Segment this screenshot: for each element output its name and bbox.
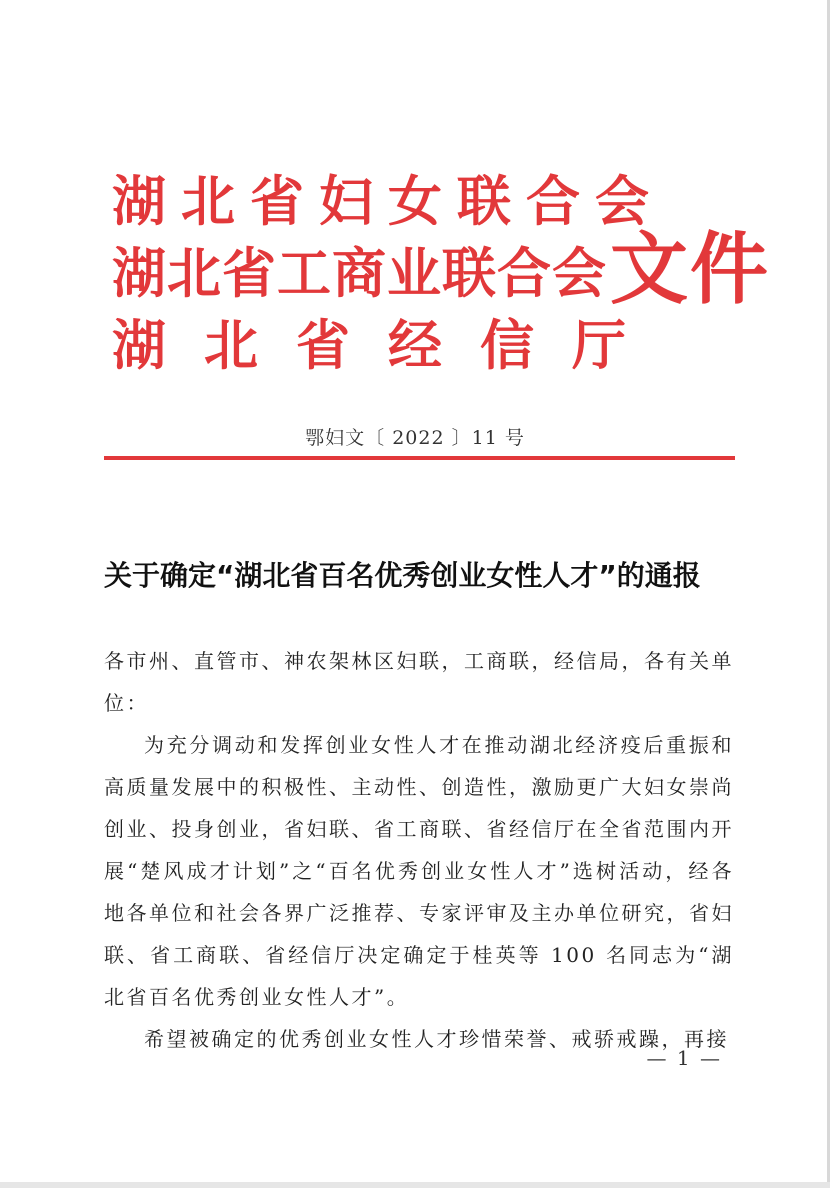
header-org-line-2: 湖北省工商业联合会 bbox=[112, 242, 607, 305]
document-number: 鄂妇文〔 2022 〕11 号 bbox=[305, 427, 525, 449]
document-body bbox=[104, 640, 734, 1060]
scan-edge-bottom bbox=[0, 1182, 830, 1188]
red-header bbox=[112, 170, 771, 390]
body-paragraph-1: 为充分调动和发挥创业女性人才在推动湖北经济疫后重振和高质量发展中的积极性、主动性、创造性，激励更广大妇女崇尚创业、投身创业，省妇联、省工商联、省经信厅在全省范围内开展“楚风成才计划”之“百名优秀创业女性人才”选树活动，经各地各单位和社会各界广泛推荐、专家评审及主办单位研究，省妇联、省工商联、省经信厅决定确定于桂英等 100 名同志为“湖北省百名优秀创业女性人才”。 bbox=[104, 733, 734, 1009]
page-number: — 1 — bbox=[646, 1046, 722, 1070]
header-doc-suffix: 文件 bbox=[610, 225, 771, 315]
red-divider-rule bbox=[104, 456, 735, 460]
header-org-line-3: 湖北省经信厅 bbox=[112, 314, 664, 377]
body-paragraph-2: 希望被确定的优秀创业女性人才珍惜荣誉、戒骄戒躁，再接 bbox=[144, 1027, 729, 1051]
header-org-line-1: 湖北省妇女联合会 bbox=[112, 170, 664, 233]
salutation: 各市州、直管市、神农架林区妇联，工商联，经信局，各有关单位： bbox=[104, 649, 734, 715]
document-title: 关于确定“湖北省百名优秀创业女性人才”的通报 bbox=[104, 559, 701, 592]
